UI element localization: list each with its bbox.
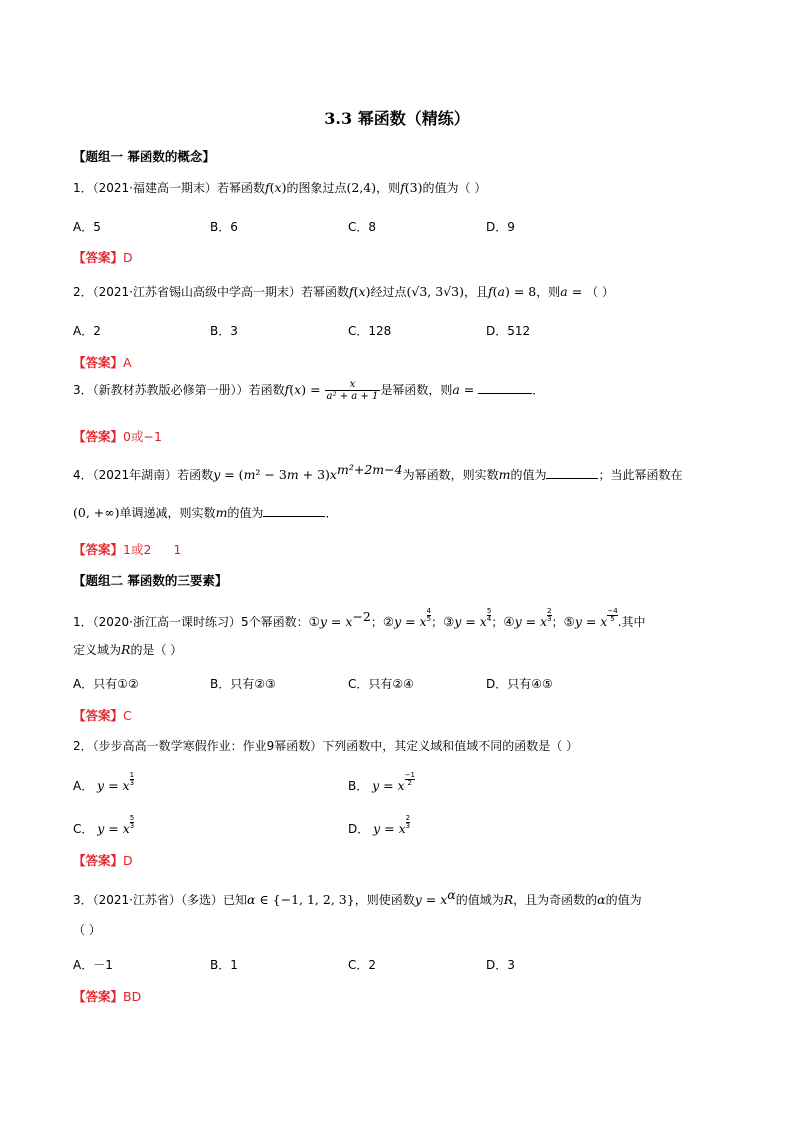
option-a: A． y = x $\frac{1}{3}$ — [73, 771, 135, 793]
answer-2-1: 【答案】C — [73, 708, 132, 723]
option-d: D．3 — [486, 958, 515, 972]
answer-2-3: 【答案】BD — [73, 989, 142, 1004]
option-d: D．512 — [486, 324, 531, 338]
question-1-4: 4．（2021年湖南）若函数$y = (m^2 - 3m + 3)x^{m^2+2m-4}$为幂函数，则实数m的值为 ；当此幂函数在 — [73, 462, 683, 482]
option-b: B．3 — [210, 324, 238, 338]
option-a: A．2 — [73, 324, 101, 338]
option-c: C． y = x $\frac{5}{3}$ — [73, 814, 135, 836]
question-1-1: 1．（2021·福建高一期末）若幂函数f(x)的图象过点(2,4)，则f(3)的值为（ ） — [73, 180, 487, 195]
question-1-4-line2: (0, +∞)单调递减，则实数m的值为 ． — [73, 505, 338, 520]
answer-1-4: 【答案】1或2 1 — [73, 542, 182, 557]
question-2-1-line2: 定义域为R的是（ ） — [73, 642, 183, 657]
page-title: 3.3 幂函数（精练） — [324, 109, 470, 128]
question-2-3: 3．（2021·江苏省）（多选）已知α ∈ {−1, 1, 2, 3}，则使函数$y = x^\alpha$的值域为R，且为奇函数的α的值为 — [73, 887, 642, 907]
option-b: B．只有②③ — [210, 677, 276, 691]
option-c: C．128 — [348, 324, 392, 338]
question-1-2: 2．（2021·江苏省锡山高级中学高一期末）若幂函数f(x)经过点(√3, 3√3)，且f(a) = 8，则a = （ ） — [73, 284, 614, 299]
option-d: D．只有④⑤ — [486, 677, 553, 691]
question-1-3: 3．（新教材苏教版必修第一册））若函数f(x) = $\frac{x}{\text{a² + a + 1}}$ 是幂函数，则a = ． — [73, 379, 545, 402]
option-a: A．只有①② — [73, 677, 139, 691]
question-2-3-line2: （ ） — [73, 923, 101, 937]
option-b: B．6 — [210, 220, 238, 234]
question-2-2: 2．（步步高高一数学寒假作业：作业9幂函数）下列函数中，其定义域和值域不同的函数是（ ） — [73, 739, 579, 753]
answer-1-2: 【答案】A — [73, 355, 132, 370]
answer-2-2: 【答案】D — [73, 853, 133, 868]
section-header-1: 【题组一 幂函数的概念】 — [73, 149, 215, 164]
option-d: D．9 — [486, 220, 515, 234]
answer-1-3: 【答案】0或−1 — [73, 429, 162, 444]
option-a: A．－1 — [73, 958, 113, 972]
option-c: C．只有②④ — [348, 677, 414, 691]
option-a: A．5 — [73, 220, 101, 234]
option-c: C．2 — [348, 958, 377, 972]
option-c: C．8 — [348, 220, 377, 234]
question-2-1: 1．（2020·浙江高一课时练习）5个幂函数：①y = $x^{-2}$；②y = x $\frac{4}{5}$ ；③y = x $\frac{5}{4}$ ；④y = x $\frac{2}{3}$ ；⑤y = x $\frac{-4}{5}$ .其中 — [73, 607, 646, 629]
option-b: B．1 — [210, 958, 238, 972]
section-header-2: 【题组二 幂函数的三要素】 — [73, 573, 228, 588]
option-b: B． y = x $\frac{-1}{2}$ — [348, 771, 415, 793]
option-d: D． y = x $\frac{2}{3}$ — [348, 814, 411, 836]
answer-1-1: 【答案】D — [73, 250, 133, 265]
